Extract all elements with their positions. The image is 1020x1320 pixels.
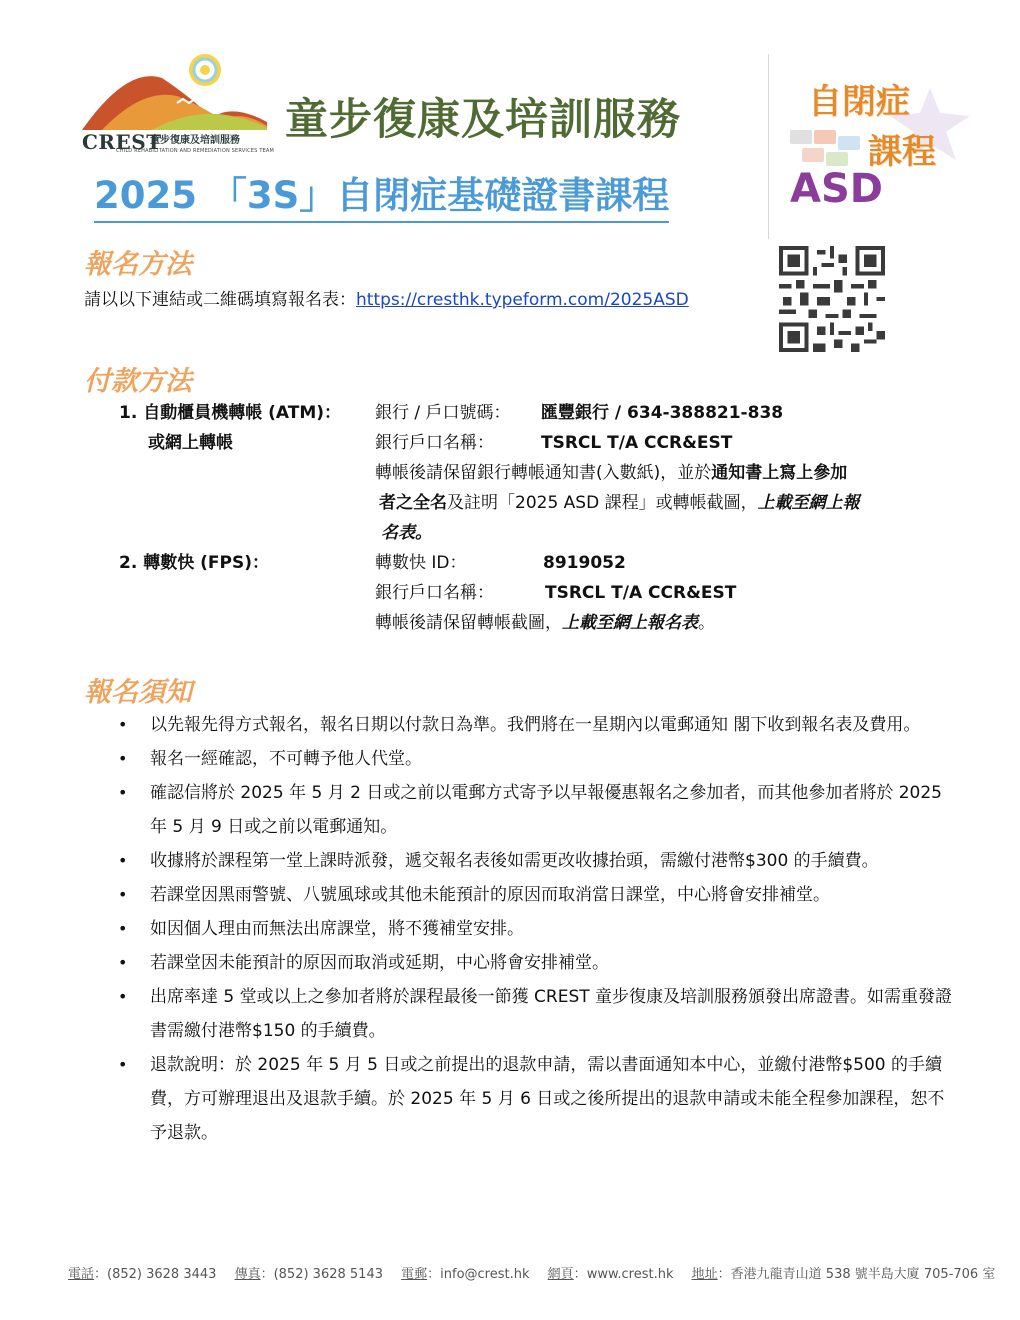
notice-text: 若課堂因未能預計的原因而取消或延期，中心將會安排補堂。 xyxy=(150,953,609,973)
badge-text-autism: 自閉症 xyxy=(808,82,910,122)
fps-id-label: 轉數快 ID： xyxy=(375,553,467,573)
atm-note-line3: 名表。 xyxy=(381,523,432,543)
bullet-icon: • xyxy=(118,783,128,802)
notice-item xyxy=(118,844,958,878)
notices-heading: 報名須知 xyxy=(84,677,192,708)
bullet-icon: • xyxy=(118,953,128,972)
footer-address-label: 地址 xyxy=(691,1267,718,1282)
fps-note-a: 轉帳後請保留轉帳截圖， xyxy=(375,613,562,633)
registration-heading: 報名方法 xyxy=(84,249,192,280)
header-divider xyxy=(768,54,769,239)
fps-note-b: 上載至網上報名表 xyxy=(562,613,698,633)
account-name-value: TSRCL T/A CCR&EST xyxy=(541,433,733,453)
notice-text: 如因個人理由而無法出席課堂，將不獲補堂安排。 xyxy=(150,919,524,939)
fps-label: 2. 轉數快 (FPS)： xyxy=(119,553,269,573)
qr-code[interactable] xyxy=(779,246,885,352)
notice-item xyxy=(118,708,958,742)
notice-text: 收據將於課程第一堂上課時派發，遞交報名表後如需更改收據抬頭，需繳付港幣$300 的手續費。 xyxy=(150,851,879,871)
notice-text: 若課堂因黑雨警號、八號風球或其他未能預計的原因而取消當日課堂，中心將會安排補堂。 xyxy=(150,885,830,905)
bank-account-label: 銀行 / 戶口號碼： xyxy=(375,403,511,423)
notice-item xyxy=(118,1048,958,1150)
notice-item xyxy=(118,742,958,776)
atm-label: 1. 自動櫃員機轉帳 (ATM)： xyxy=(119,403,342,423)
footer-web[interactable]: www.crest.hk xyxy=(586,1267,674,1282)
logo-english-name: CHILD REHABILITATION AND REMEDIATION SERVICES TEAM xyxy=(116,148,275,154)
footer-tel-label: 電話 xyxy=(68,1267,95,1282)
course-title: 2025 「3S」自閉症基礎證書課程 xyxy=(94,165,669,223)
notices-list xyxy=(118,708,958,1150)
registration-link[interactable]: https://cresthk.typeform.com/2025ASD xyxy=(356,290,689,310)
account-name-label: 銀行戶口名稱： xyxy=(375,433,494,453)
atm-note-line2 xyxy=(379,488,860,518)
bank-account-value: 匯豐銀行 / 634-388821-838 xyxy=(541,403,784,423)
atm-note-e: 上載至網上報 xyxy=(757,493,860,513)
bullet-icon: • xyxy=(118,749,128,768)
fps-account-name-value: TSRCL T/A CCR&EST xyxy=(545,583,737,603)
organization-name: 童步復康及培訓服務 xyxy=(285,95,681,145)
notice-text: 確認信將於 2025 年 5 月 2 日或之前以電郵方式寄予以早報優惠報名之參加者，而其他參加者將於 2025 年 5 月 9 日或之前以電郵通知。 xyxy=(150,783,942,837)
atm-note-c: 者之全名 xyxy=(379,493,447,513)
footer-web-label: 網頁 xyxy=(547,1267,574,1282)
footer-fax-label: 傳真 xyxy=(234,1267,261,1282)
badge-text-asd: ASD xyxy=(790,166,883,212)
bullet-icon: • xyxy=(118,987,128,1006)
footer-fax: (852) 3628 5143 xyxy=(273,1267,383,1282)
bullet-icon: • xyxy=(118,919,128,938)
footer-email[interactable]: info@crest.hk xyxy=(440,1267,530,1282)
notice-text: 報名一經確認，不可轉予他人代堂。 xyxy=(150,749,422,769)
registration-instructions xyxy=(84,285,689,315)
atm-note-d: 及註明「2025 ASD 課程」或轉帳截圖， xyxy=(447,493,758,513)
footer-contact: 電話：(852) 3628 3443 傳真：(852) 3628 5143 電郵：info@crest.hk 網頁：www.crest.hk 地址：香港九龍青山道 538 號半島大廈 705-706 室 xyxy=(68,1267,996,1282)
notice-item xyxy=(118,980,958,1048)
bullet-icon: • xyxy=(118,885,128,904)
notice-text: 以先報先得方式報名，報名日期以付款日為準。我們將在一星期內以電郵通知 閣下收到報名表及費用。 xyxy=(150,715,921,735)
bullet-icon: • xyxy=(118,851,128,870)
notice-text: 出席率達 5 堂或以上之參加者將於課程最後一節獲 CREST 童步復康及培訓服務頒發出席證書。如需重發證書需繳付港幣$150 的手續費。 xyxy=(150,987,953,1041)
fps-id-value: 8919052 xyxy=(543,553,626,573)
atm-note-b: 通知書上寫上參加 xyxy=(711,463,848,483)
notice-item xyxy=(118,878,958,912)
logo-wordmark: CREST xyxy=(82,130,162,154)
atm-note-a: 轉帳後請保留銀行轉帳通知書(入數紙)，並於 xyxy=(375,463,712,483)
fps-note xyxy=(375,608,715,638)
notice-item xyxy=(118,946,958,980)
payment-heading: 付款方法 xyxy=(84,366,192,397)
notice-text: 退款說明：於 2025 年 5 月 5 日或之前提出的退款申請，需以書面通知本中心，並繳付港幣$500 的手續費，方可辦理退出及退款手續。於 2025 年 5 月 6 日或之後所提出的退款申請或未能全程參加課程，恕不予退款。 xyxy=(150,1055,945,1143)
footer-email-label: 電郵 xyxy=(401,1267,428,1282)
logo-chinese-name: 童步復康及培訓服務 xyxy=(150,135,240,146)
registration-prompt: 請以以下連結或二維碼填寫報名表： xyxy=(84,290,356,310)
footer-address: 香港九龍青山道 538 號半島大廈 705-706 室 xyxy=(730,1267,996,1282)
bullet-icon: • xyxy=(118,715,128,734)
online-transfer-label: 或網上轉帳 xyxy=(148,433,233,453)
badge-text-course: 課程 xyxy=(868,132,936,172)
bullet-icon: • xyxy=(118,1055,128,1074)
atm-note-line1 xyxy=(375,458,847,488)
notice-item xyxy=(118,912,958,946)
footer-tel: (852) 3628 3443 xyxy=(107,1267,217,1282)
notice-item xyxy=(118,776,958,844)
fps-note-c: 。 xyxy=(698,613,715,633)
fps-account-name-label: 銀行戶口名稱： xyxy=(375,583,494,603)
